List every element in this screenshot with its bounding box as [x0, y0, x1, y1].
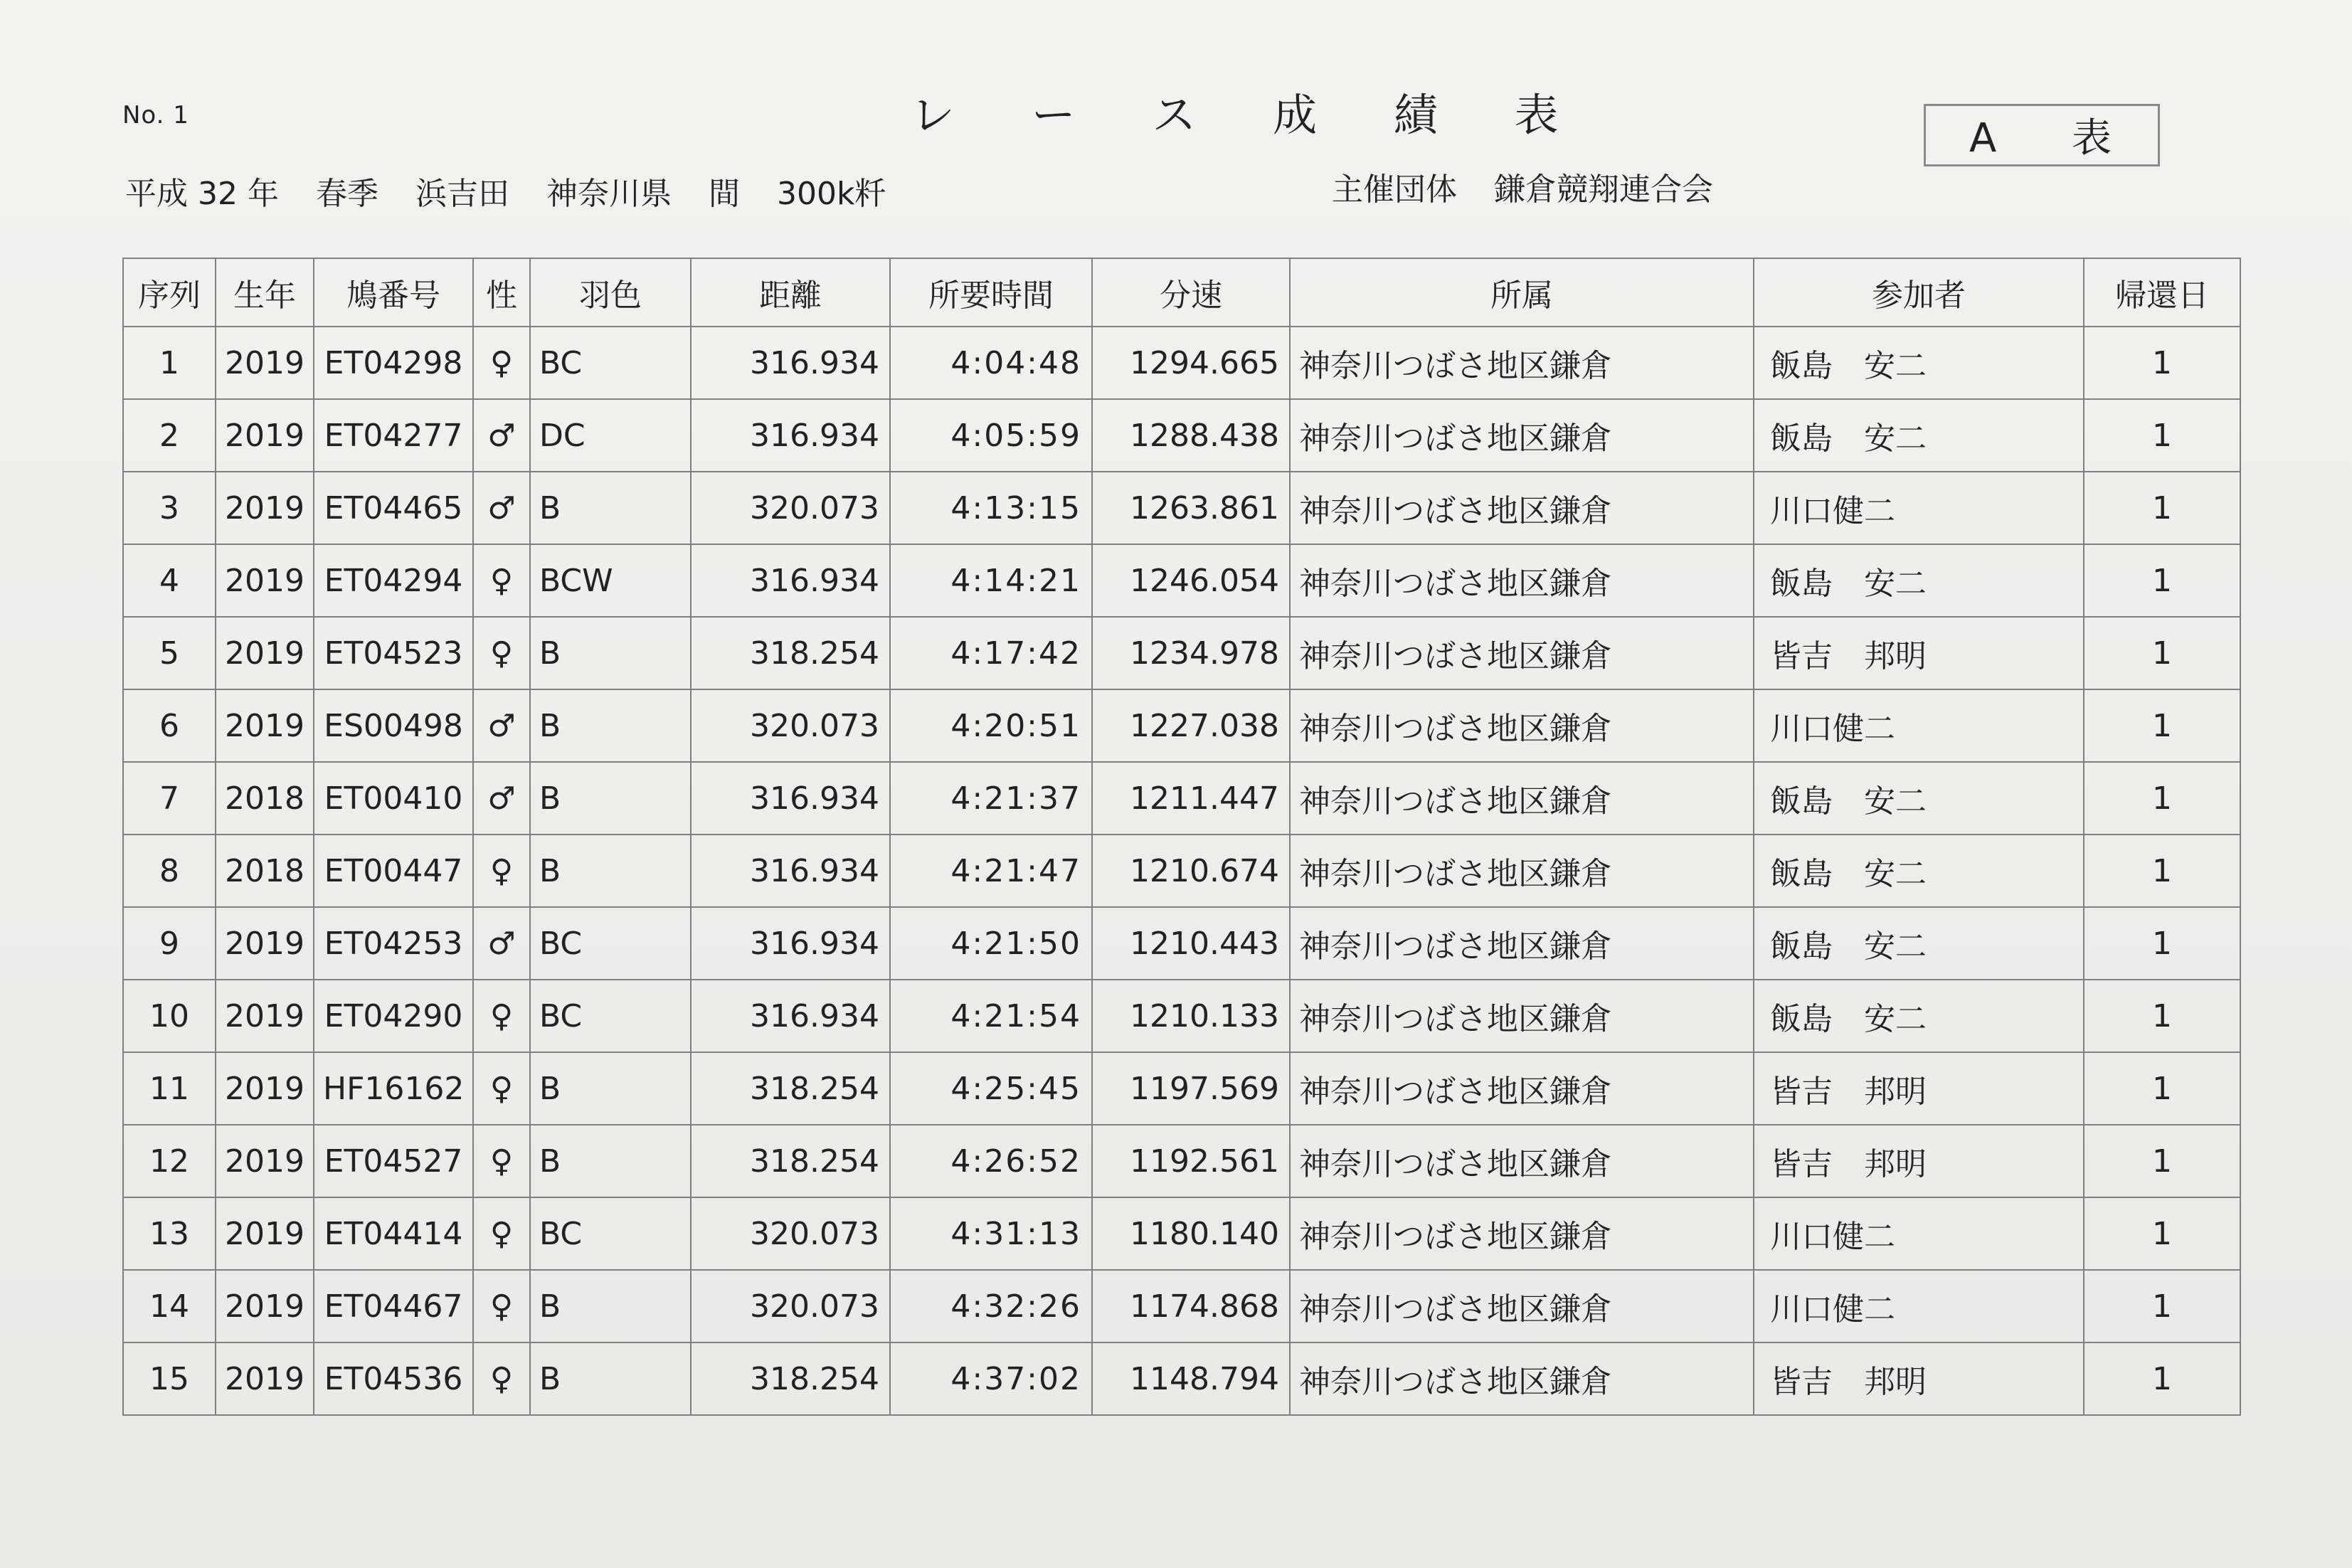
table-row [123, 835, 2240, 907]
cell-feather-color: B [530, 1052, 691, 1125]
cell-ring-number: ET04536 [314, 1342, 473, 1415]
race-destination: 神奈川県 [546, 176, 672, 212]
cell-speed: 1246.054 [1092, 544, 1290, 617]
table-row [123, 1052, 2240, 1125]
cell-return-day: 1 [2084, 472, 2240, 544]
cell-birth-year: 2019 [216, 1270, 314, 1342]
cell-distance: 318.254 [691, 1342, 890, 1415]
table-row [123, 762, 2240, 835]
cell-return-day: 1 [2084, 327, 2240, 399]
race-distance: 300k粁 [776, 176, 886, 212]
cell-ring-number: ET00447 [314, 835, 473, 907]
cell-sex: ♀ [473, 1342, 530, 1415]
table-row [123, 907, 2240, 980]
cell-flight-time: 4:32:26 [890, 1270, 1092, 1342]
cell-speed: 1294.665 [1092, 327, 1290, 399]
cell-speed: 1211.447 [1092, 762, 1290, 835]
cell-feather-color: DC [530, 399, 691, 472]
cell-flight-time: 4:21:54 [890, 980, 1092, 1052]
cell-sex: ♀ [473, 327, 530, 399]
col-header-club: 所属 [1290, 258, 1754, 327]
col-header-rank: 序列 [123, 258, 216, 327]
cell-return-day: 1 [2084, 1342, 2240, 1415]
cell-sex: ♀ [473, 1052, 530, 1125]
cell-feather-color: BC [530, 980, 691, 1052]
race-era-year: 平成 32 年 [125, 176, 279, 212]
col-header-participant: 参加者 [1754, 258, 2084, 327]
cell-flight-time: 4:37:02 [890, 1342, 1092, 1415]
cell-sex: ♀ [473, 544, 530, 617]
cell-distance: 318.254 [691, 1125, 890, 1197]
race-between-label: 間 [708, 176, 740, 212]
cell-rank: 5 [123, 617, 216, 689]
cell-club: 神奈川つばさ地区鎌倉 [1290, 835, 1754, 907]
table-row [123, 617, 2240, 689]
cell-feather-color: B [530, 472, 691, 544]
cell-rank: 15 [123, 1342, 216, 1415]
table-row [123, 327, 2240, 399]
cell-club: 神奈川つばさ地区鎌倉 [1290, 1342, 1754, 1415]
cell-club: 神奈川つばさ地区鎌倉 [1290, 1125, 1754, 1197]
cell-rank: 2 [123, 399, 216, 472]
cell-speed: 1288.438 [1092, 399, 1290, 472]
cell-ring-number: ET04298 [314, 327, 473, 399]
cell-feather-color: B [530, 1125, 691, 1197]
cell-sex: ♀ [473, 617, 530, 689]
cell-participant: 皆吉 邦明 [1754, 1052, 2084, 1125]
cell-speed: 1210.674 [1092, 835, 1290, 907]
cell-speed: 1192.561 [1092, 1125, 1290, 1197]
cell-rank: 9 [123, 907, 216, 980]
cell-sex: ♀ [473, 1270, 530, 1342]
cell-birth-year: 2019 [216, 327, 314, 399]
cell-flight-time: 4:25:45 [890, 1052, 1092, 1125]
cell-speed: 1197.569 [1092, 1052, 1290, 1125]
cell-rank: 11 [123, 1052, 216, 1125]
table-row [123, 1125, 2240, 1197]
results-table [122, 258, 2241, 1416]
cell-birth-year: 2019 [216, 1342, 314, 1415]
cell-sex: ♀ [473, 835, 530, 907]
cell-return-day: 1 [2084, 1197, 2240, 1270]
cell-rank: 1 [123, 327, 216, 399]
table-row [123, 399, 2240, 472]
cell-flight-time: 4:21:47 [890, 835, 1092, 907]
cell-participant: 飯島 安二 [1754, 762, 2084, 835]
cell-rank: 13 [123, 1197, 216, 1270]
table-row [123, 1342, 2240, 1415]
cell-ring-number: ET04253 [314, 907, 473, 980]
cell-feather-color: BCW [530, 544, 691, 617]
cell-rank: 7 [123, 762, 216, 835]
cell-birth-year: 2019 [216, 472, 314, 544]
cell-feather-color: B [530, 835, 691, 907]
col-header-sex: 性 [473, 258, 530, 327]
page-title: レ ー ス 成 績 表 [911, 89, 1590, 141]
table-row [123, 544, 2240, 617]
col-header-return-day: 帰還日 [2084, 258, 2240, 327]
cell-flight-time: 4:21:50 [890, 907, 1092, 980]
cell-distance: 320.073 [691, 689, 890, 762]
cell-speed: 1227.038 [1092, 689, 1290, 762]
cell-participant: 飯島 安二 [1754, 835, 2084, 907]
cell-participant: 飯島 安二 [1754, 980, 2084, 1052]
cell-ring-number: ET04465 [314, 472, 473, 544]
cell-distance: 318.254 [691, 617, 890, 689]
table-header-row [123, 258, 2240, 327]
race-season: 春季 [315, 176, 378, 212]
col-header-distance: 距離 [691, 258, 890, 327]
cell-rank: 10 [123, 980, 216, 1052]
cell-participant: 皆吉 邦明 [1754, 1342, 2084, 1415]
cell-participant: 川口健二 [1754, 689, 2084, 762]
cell-birth-year: 2019 [216, 1125, 314, 1197]
cell-club: 神奈川つばさ地区鎌倉 [1290, 1270, 1754, 1342]
cell-flight-time: 4:17:42 [890, 617, 1092, 689]
cell-speed: 1148.794 [1092, 1342, 1290, 1415]
cell-sex: ♂ [473, 472, 530, 544]
cell-flight-time: 4:20:51 [890, 689, 1092, 762]
cell-club: 神奈川つばさ地区鎌倉 [1290, 544, 1754, 617]
cell-ring-number: ET04523 [314, 617, 473, 689]
cell-speed: 1174.868 [1092, 1270, 1290, 1342]
cell-speed: 1210.133 [1092, 980, 1290, 1052]
cell-birth-year: 2018 [216, 762, 314, 835]
cell-flight-time: 4:13:15 [890, 472, 1092, 544]
cell-sex: ♂ [473, 399, 530, 472]
cell-rank: 12 [123, 1125, 216, 1197]
cell-flight-time: 4:26:52 [890, 1125, 1092, 1197]
cell-feather-color: BC [530, 327, 691, 399]
cell-participant: 皆吉 邦明 [1754, 617, 2084, 689]
cell-birth-year: 2019 [216, 399, 314, 472]
cell-rank: 8 [123, 835, 216, 907]
cell-distance: 320.073 [691, 1270, 890, 1342]
table-type-box [1924, 104, 2160, 166]
cell-rank: 4 [123, 544, 216, 617]
cell-distance: 316.934 [691, 907, 890, 980]
cell-rank: 6 [123, 689, 216, 762]
col-header-ring-number: 鳩番号 [314, 258, 473, 327]
cell-return-day: 1 [2084, 1125, 2240, 1197]
cell-distance: 320.073 [691, 472, 890, 544]
cell-club: 神奈川つばさ地区鎌倉 [1290, 762, 1754, 835]
cell-participant: 皆吉 邦明 [1754, 1125, 2084, 1197]
cell-club: 神奈川つばさ地区鎌倉 [1290, 1052, 1754, 1125]
cell-birth-year: 2018 [216, 835, 314, 907]
cell-feather-color: B [530, 1342, 691, 1415]
organizer-name: 鎌倉競翔連合会 [1494, 171, 1713, 208]
cell-feather-color: B [530, 1270, 691, 1342]
organizer [1332, 164, 1750, 209]
cell-feather-color: B [530, 762, 691, 835]
table-row [123, 1270, 2240, 1342]
cell-club: 神奈川つばさ地区鎌倉 [1290, 399, 1754, 472]
table-row [123, 472, 2240, 544]
cell-birth-year: 2019 [216, 1197, 314, 1270]
cell-speed: 1180.140 [1092, 1197, 1290, 1270]
cell-speed: 1210.443 [1092, 907, 1290, 980]
cell-return-day: 1 [2084, 907, 2240, 980]
table-type-label: A 表 [1969, 115, 2144, 161]
cell-feather-color: BC [530, 907, 691, 980]
table-row [123, 980, 2240, 1052]
cell-distance: 316.934 [691, 544, 890, 617]
cell-flight-time: 4:05:59 [890, 399, 1092, 472]
race-release-point: 浜吉田 [415, 176, 509, 212]
cell-ring-number: ET04277 [314, 399, 473, 472]
cell-sex: ♂ [473, 907, 530, 980]
cell-sex: ♀ [473, 980, 530, 1052]
cell-return-day: 1 [2084, 1270, 2240, 1342]
cell-return-day: 1 [2084, 544, 2240, 617]
cell-distance: 318.254 [691, 1052, 890, 1125]
cell-club: 神奈川つばさ地区鎌倉 [1290, 907, 1754, 980]
cell-ring-number: ET04467 [314, 1270, 473, 1342]
cell-flight-time: 4:14:21 [890, 544, 1092, 617]
cell-birth-year: 2019 [216, 617, 314, 689]
cell-return-day: 1 [2084, 617, 2240, 689]
results-body [123, 327, 2240, 1415]
cell-distance: 316.934 [691, 835, 890, 907]
col-header-feather-color: 羽色 [530, 258, 691, 327]
col-header-speed: 分速 [1092, 258, 1290, 327]
cell-sex: ♀ [473, 1125, 530, 1197]
table-row [123, 1197, 2240, 1270]
table-row [123, 689, 2240, 762]
cell-flight-time: 4:04:48 [890, 327, 1092, 399]
cell-ring-number: ET04414 [314, 1197, 473, 1270]
cell-rank: 14 [123, 1270, 216, 1342]
cell-distance: 316.934 [691, 327, 890, 399]
col-header-flight-time: 所要時間 [890, 258, 1092, 327]
cell-birth-year: 2019 [216, 544, 314, 617]
cell-birth-year: 2019 [216, 1052, 314, 1125]
cell-distance: 316.934 [691, 762, 890, 835]
cell-participant: 飯島 安二 [1754, 327, 2084, 399]
cell-participant: 飯島 安二 [1754, 399, 2084, 472]
cell-birth-year: 2019 [216, 907, 314, 980]
cell-rank: 3 [123, 472, 216, 544]
cell-ring-number: ET04527 [314, 1125, 473, 1197]
cell-ring-number: ET04290 [314, 980, 473, 1052]
cell-return-day: 1 [2084, 1052, 2240, 1125]
cell-club: 神奈川つばさ地区鎌倉 [1290, 980, 1754, 1052]
cell-sex: ♂ [473, 762, 530, 835]
cell-return-day: 1 [2084, 980, 2240, 1052]
cell-club: 神奈川つばさ地区鎌倉 [1290, 327, 1754, 399]
cell-speed: 1234.978 [1092, 617, 1290, 689]
cell-distance: 316.934 [691, 980, 890, 1052]
organizer-label: 主催団体 [1332, 171, 1457, 208]
cell-distance: 316.934 [691, 399, 890, 472]
cell-speed: 1263.861 [1092, 472, 1290, 544]
cell-club: 神奈川つばさ地区鎌倉 [1290, 472, 1754, 544]
cell-club: 神奈川つばさ地区鎌倉 [1290, 617, 1754, 689]
cell-club: 神奈川つばさ地区鎌倉 [1290, 689, 1754, 762]
cell-sex: ♂ [473, 689, 530, 762]
cell-sex: ♀ [473, 1197, 530, 1270]
cell-distance: 320.073 [691, 1197, 890, 1270]
cell-feather-color: B [530, 617, 691, 689]
cell-ring-number: ET04294 [314, 544, 473, 617]
cell-participant: 川口健二 [1754, 472, 2084, 544]
cell-birth-year: 2019 [216, 689, 314, 762]
cell-return-day: 1 [2084, 399, 2240, 472]
cell-participant: 川口健二 [1754, 1197, 2084, 1270]
race-info [125, 168, 923, 213]
cell-birth-year: 2019 [216, 980, 314, 1052]
cell-return-day: 1 [2084, 689, 2240, 762]
cell-ring-number: ET00410 [314, 762, 473, 835]
col-header-birth-year: 生年 [216, 258, 314, 327]
cell-feather-color: BC [530, 1197, 691, 1270]
cell-flight-time: 4:21:37 [890, 762, 1092, 835]
cell-return-day: 1 [2084, 835, 2240, 907]
cell-flight-time: 4:31:13 [890, 1197, 1092, 1270]
cell-ring-number: ES00498 [314, 689, 473, 762]
cell-club: 神奈川つばさ地区鎌倉 [1290, 1197, 1754, 1270]
cell-participant: 川口健二 [1754, 1270, 2084, 1342]
sheet-number: No. 1 [122, 101, 189, 129]
cell-ring-number: HF16162 [314, 1052, 473, 1125]
cell-participant: 飯島 安二 [1754, 907, 2084, 980]
cell-return-day: 1 [2084, 762, 2240, 835]
cell-feather-color: B [530, 689, 691, 762]
cell-participant: 飯島 安二 [1754, 544, 2084, 617]
